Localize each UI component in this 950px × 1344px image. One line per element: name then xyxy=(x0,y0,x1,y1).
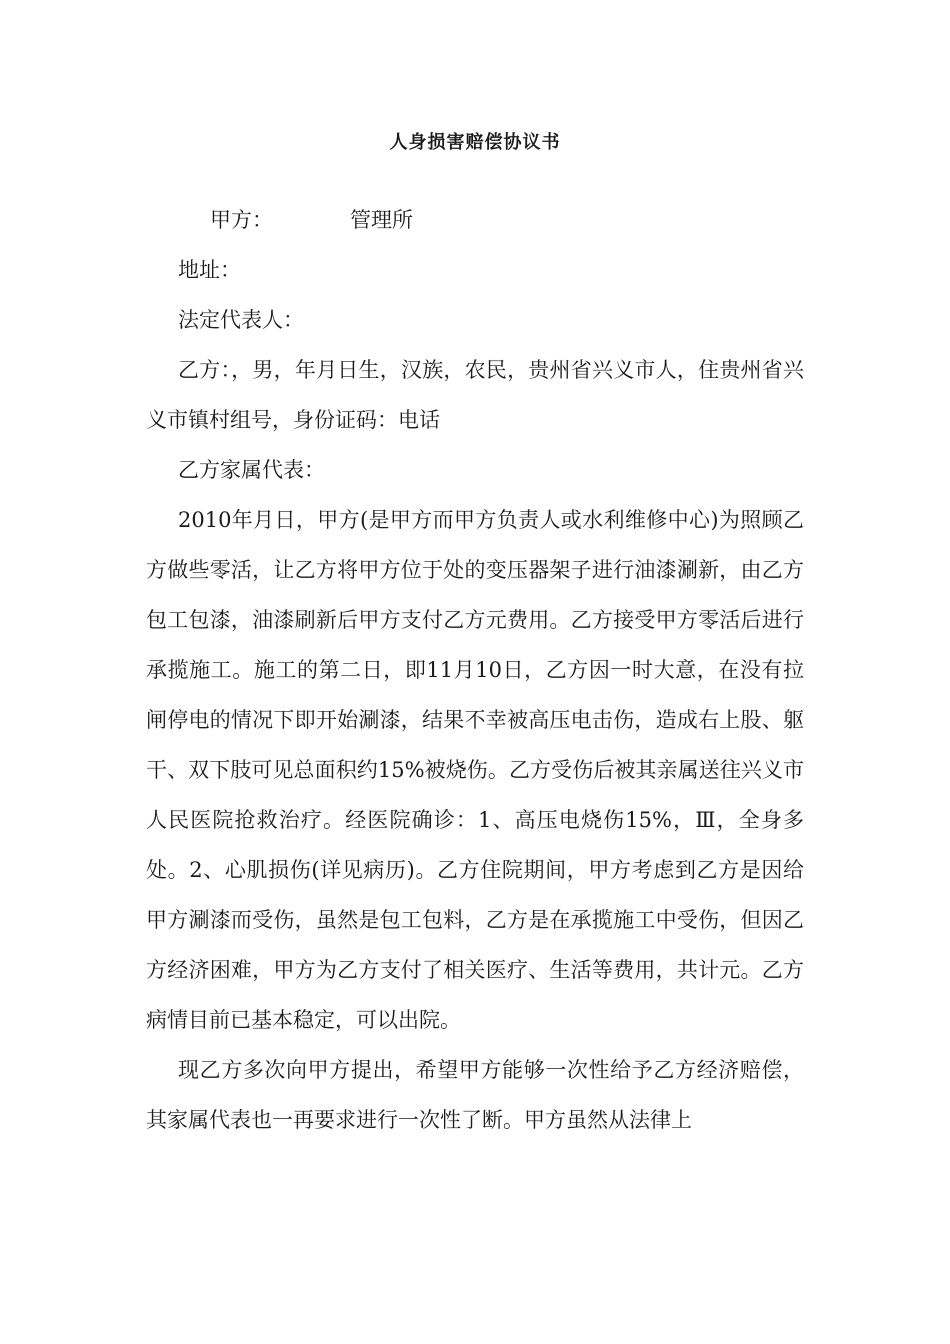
incident-paragraph: 2010年月日，甲方(是甲方而甲方负责人或水利维修中心)为照顾乙方做些零活，让乙方将甲方位于处的变压器架子进行油漆涮新，由乙方包工包漆，油漆刷新后甲方支付乙方元费用。乙方接受甲方零活后进行承揽施工。施工的第二日，即11月10日，乙方因一时大意，在没有拉闸停电的情况下即开始涮漆，结果不幸被高压电击伤，造成右上股、躯干、双下肢可见总面积约15%被烧伤。乙方受伤后被其亲属送往兴义市人民医院抢救治疗。经医院确诊：1、高压电烧伤15%，Ⅲ，全身多处。2、心肌损伤(详见病历)。乙方住院期间，甲方考虑到乙方是因给甲方涮漆而受伤，虽然是包工包料，乙方是在承揽施工中受伤，但因乙方经济困难，甲方为乙方支付了相关医疗、生活等费用，共计元。乙方病情目前已基本稳定，可以出院。 xyxy=(146,508,804,1032)
party-a-line xyxy=(146,195,804,245)
party-a-value: 管理所 xyxy=(350,208,413,232)
compensation-paragraph: 现乙方多次向甲方提出，希望甲方能够一次性给予乙方经济赔偿，其家属代表也一再要求进行一次性了断。甲方虽然从法律上 xyxy=(146,1058,804,1132)
document-title: 人身损害赔偿协议书 xyxy=(389,132,561,153)
party-b-family-line: 乙方家属代表： xyxy=(178,458,325,482)
address-line: 地址： xyxy=(178,258,241,282)
document-body xyxy=(146,195,804,1145)
party-b-paragraph: 乙方：，男，年月日生，汉族，农民，贵州省兴义市人，住贵州省兴义市镇村组号，身份证码：电话 xyxy=(146,358,804,432)
legal-representative-line: 法定代表人： xyxy=(178,308,304,332)
party-a-label: 甲方： xyxy=(210,208,273,232)
